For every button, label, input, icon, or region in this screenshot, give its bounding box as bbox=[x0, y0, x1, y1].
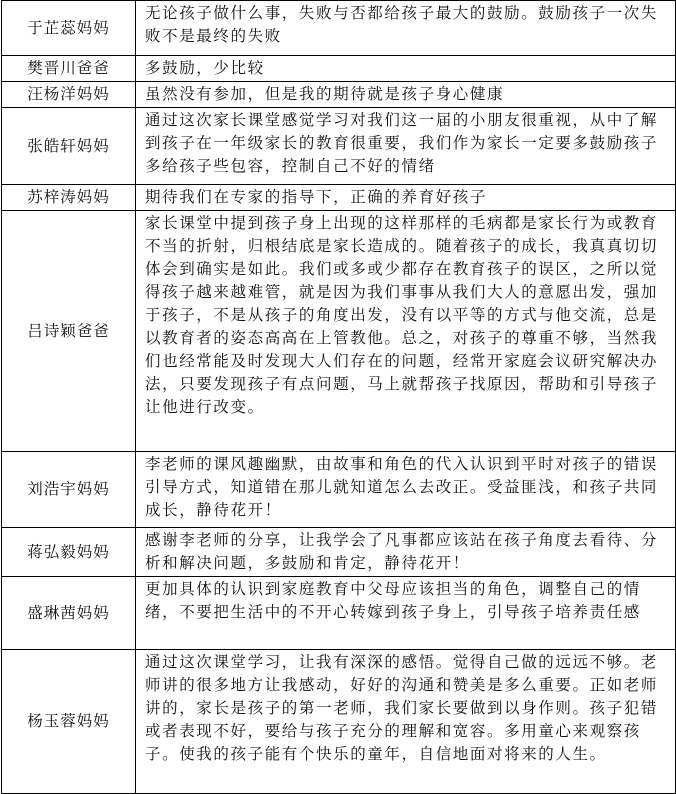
parent-comment: 通过这次课堂学习，让我有深深的感悟。觉得自己做的远远不够。老师讲的很多地方让我感动，好好的沟通和赞美是多么重要。正如老师讲的，家长是孩子的第一老师，我们家长要做到以身作则。孩子犯错或者表现不好，要给与孩子充分的理解和宽容。多用童心来观察孩子。使我的孩子能有个快乐的童年，自信地面对将来的人生。 bbox=[136, 650, 676, 794]
parent-name: 于芷蕊妈妈 bbox=[2, 1, 136, 56]
table-row bbox=[2, 185, 676, 211]
parent-name: 蒋弘毅妈妈 bbox=[2, 528, 136, 577]
parent-comment: 无论孩子做什么事，失败与否都给孩子最大的鼓励。鼓励孩子一次失败不是最终的失败 bbox=[136, 1, 676, 56]
parent-name: 樊晋川爸爸 bbox=[2, 56, 136, 82]
parent-comment: 虽然没有参加，但是我的期待就是孩子身心健康 bbox=[136, 82, 676, 108]
table-row bbox=[2, 56, 676, 82]
table-row bbox=[2, 211, 676, 452]
table-row bbox=[2, 452, 676, 528]
table-row bbox=[2, 528, 676, 577]
parent-name: 汪杨洋妈妈 bbox=[2, 82, 136, 108]
parent-comment: 更加具体的认识到家庭教育中父母应该担当的角色，调整自己的情绪，不要把生活中的不开心转嫁到孩子身上，引导孩子培养责任感 bbox=[136, 577, 676, 650]
table-row bbox=[2, 577, 676, 650]
parent-name: 吕诗颖爸爸 bbox=[2, 211, 136, 452]
parent-comment: 期待我们在专家的指导下，正确的养育好孩子 bbox=[136, 185, 676, 211]
parent-name: 张皓轩妈妈 bbox=[2, 108, 136, 185]
parent-comment: 通过这次家长课堂感觉学习对我们这一届的小朋友很重视，从中了解到孩子在一年级家长的教育很重要，我们作为家长一定要多鼓励孩子多给孩子些包容，控制自己不好的情绪 bbox=[136, 108, 676, 185]
parent-comment: 李老师的课风趣幽默，由故事和角色的代入认识到平时对孩子的错误引导方式，知道错在那儿就知道怎么去改正。受益匪浅，和孩子共同成长，静待花开！ bbox=[136, 452, 676, 528]
parent-comment: 家长课堂中提到孩子身上出现的这样那样的毛病都是家长行为或教育不当的折射，归根结底是家长造成的。随着孩子的成长，我真真切切体会到确实是如此。我们或多或少都存在教育孩子的误区，之所以觉得孩子越来越难管，就是因为我们事事从我们大人的意愿出发，强加于孩子，不是从孩子的角度出发，没有以平等的方式与他交流，总是以教育者的姿态高高在上管教他。总之，对孩子的尊重不够，当然我们也经常能及时发现大人们存在的问题，经常开家庭会议研究解决办法，只要发现孩子有点问题，马上就帮孩子找原因，帮助和引导孩子让他进行改变。 bbox=[136, 211, 676, 452]
parent-name: 盛琳茜妈妈 bbox=[2, 577, 136, 650]
parent-feedback-table bbox=[1, 0, 676, 794]
parent-name: 刘浩宇妈妈 bbox=[2, 452, 136, 528]
table-row bbox=[2, 108, 676, 185]
table-row bbox=[2, 82, 676, 108]
table-row bbox=[2, 1, 676, 56]
parent-name: 杨玉蓉妈妈 bbox=[2, 650, 136, 794]
table-row bbox=[2, 650, 676, 794]
parent-comment: 感谢李老师的分享，让我学会了凡事都应该站在孩子角度去看待、分析和解决问题，多鼓励和肯定，静待花开！ bbox=[136, 528, 676, 577]
parent-comment: 多鼓励，少比较 bbox=[136, 56, 676, 82]
parent-name: 苏梓涛妈妈 bbox=[2, 185, 136, 211]
